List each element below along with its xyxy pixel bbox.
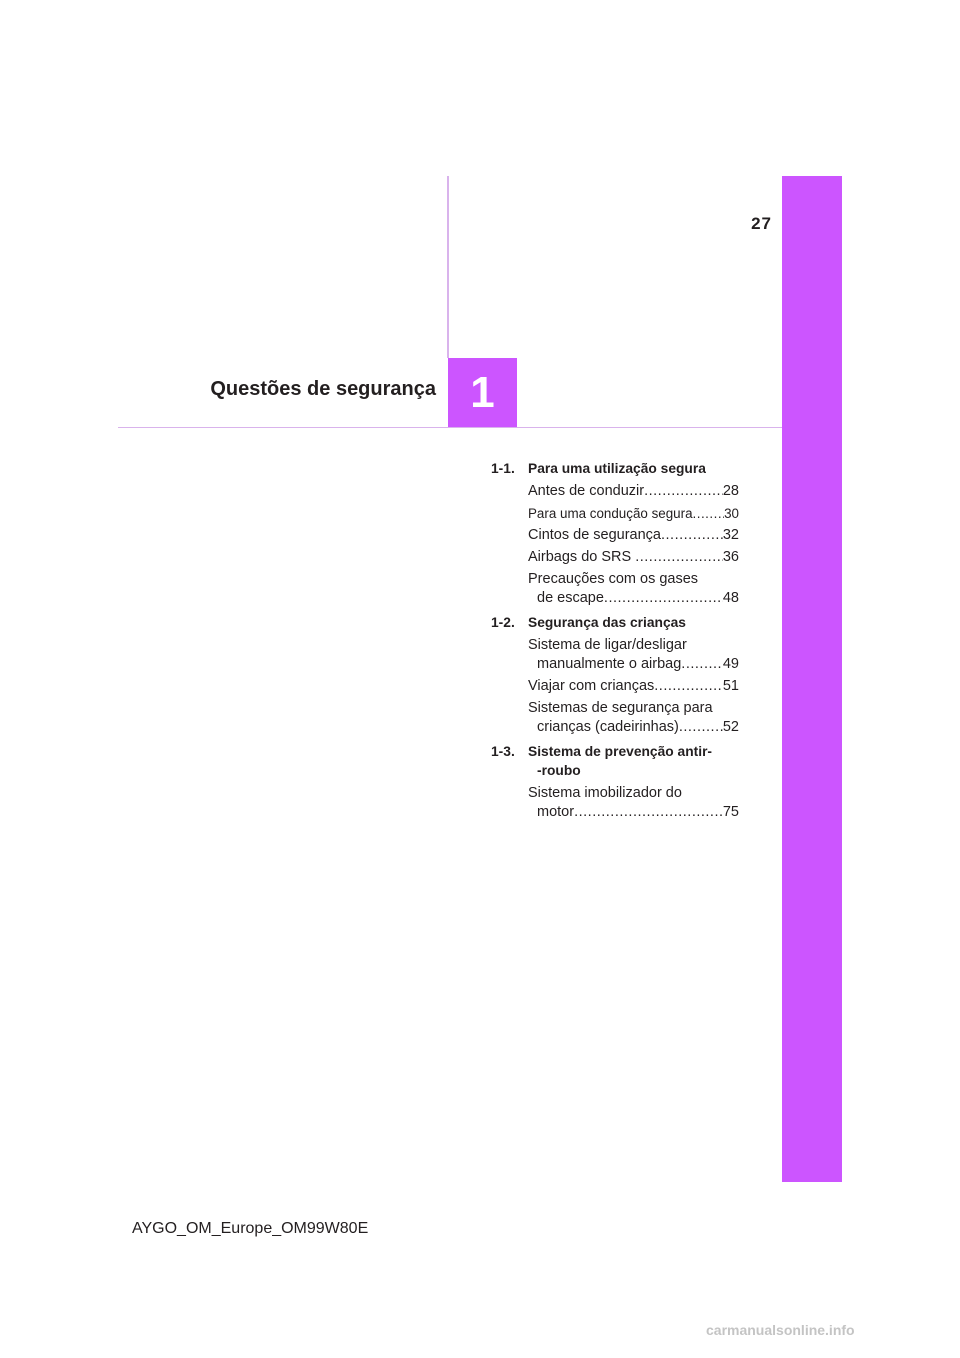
section-heading[interactable] [491,613,739,632]
toc-entry-conducao-segura[interactable] [491,504,739,523]
entry-page: 52 [722,719,739,735]
entry-title: Para uma condução segura [528,506,693,521]
dot-leader [679,718,723,737]
entry-page: 30 [724,506,739,521]
entry-title: Sistema de ligar/desligar [528,637,687,653]
section-title: Segurança das crianças [528,615,686,630]
toc-entry-viajar-com-criancas[interactable] [491,677,739,696]
toc-entry-antes-de-conduzir[interactable] [491,482,739,501]
toc-section-1-2 [491,613,739,737]
section-number: 1-1. [491,461,515,476]
entry-title-cont: de escape [537,590,604,606]
chapter-title: Questões de segurança [210,378,436,400]
toc-entry-cintos-de-seguranca[interactable] [491,526,739,545]
dot-leader [604,589,723,608]
toc-section-1-3 [491,742,739,822]
dot-leader [693,504,725,523]
entry-title: Cintos de segurança [528,527,661,543]
entry-title: Airbags do SRS [528,549,636,565]
page-number: 27 [751,214,772,233]
dot-leader [574,803,723,822]
dot-leader [654,677,723,696]
section-title: Para uma utilização segura [528,461,706,476]
entry-page: 28 [722,483,739,499]
chapter-number-box [448,358,517,428]
entry-page: 51 [722,678,739,694]
horizontal-rule [118,427,782,428]
entry-title: Antes de conduzir [528,483,645,499]
entry-page: 36 [722,549,739,565]
section-title: Sistema de prevenção antir- [528,744,713,759]
toc-entry-cadeirinhas[interactable] [491,699,739,737]
dot-leader [635,548,723,567]
toc-section-1-1 [491,459,739,608]
dot-leader [644,482,723,501]
section-number: 1-3. [491,744,515,759]
section-number: 1-2. [491,615,515,630]
entry-title: Sistemas de segurança para [528,700,713,716]
dot-leader [661,526,723,545]
document-code: AYGO_OM_Europe_OM99W80E [132,1220,369,1237]
entry-title: Viajar com crianças [528,678,655,694]
toc-entry-gases-de-escape[interactable] [491,570,739,608]
toc-entry-imobilizador[interactable] [491,784,739,822]
entry-page: 32 [722,527,739,543]
watermark: carmanualsonline.info [706,1322,855,1338]
entry-title-cont: motor [537,804,575,820]
entry-page: 49 [722,656,739,672]
chapter-side-tab [782,176,842,1182]
vertical-rule [447,176,449,358]
chapter-number: 1 [470,368,495,417]
toc-entry-ligar-desligar-airbag[interactable] [491,636,739,674]
entry-title: Sistema imobilizador do [528,785,682,801]
entry-title: Precauções com os gases [528,571,699,587]
entry-title-cont: manualmente o airbag [537,656,682,672]
table-of-contents [491,459,739,825]
entry-page: 75 [722,804,739,820]
section-heading[interactable] [491,742,739,780]
entry-title-cont: crianças (cadeirinhas) [537,719,679,735]
section-title-cont: -roubo [537,763,581,778]
entry-page: 48 [722,590,739,606]
section-heading[interactable] [491,459,739,478]
dot-leader [681,655,723,674]
toc-entry-airbags-do-srs[interactable] [491,548,739,567]
